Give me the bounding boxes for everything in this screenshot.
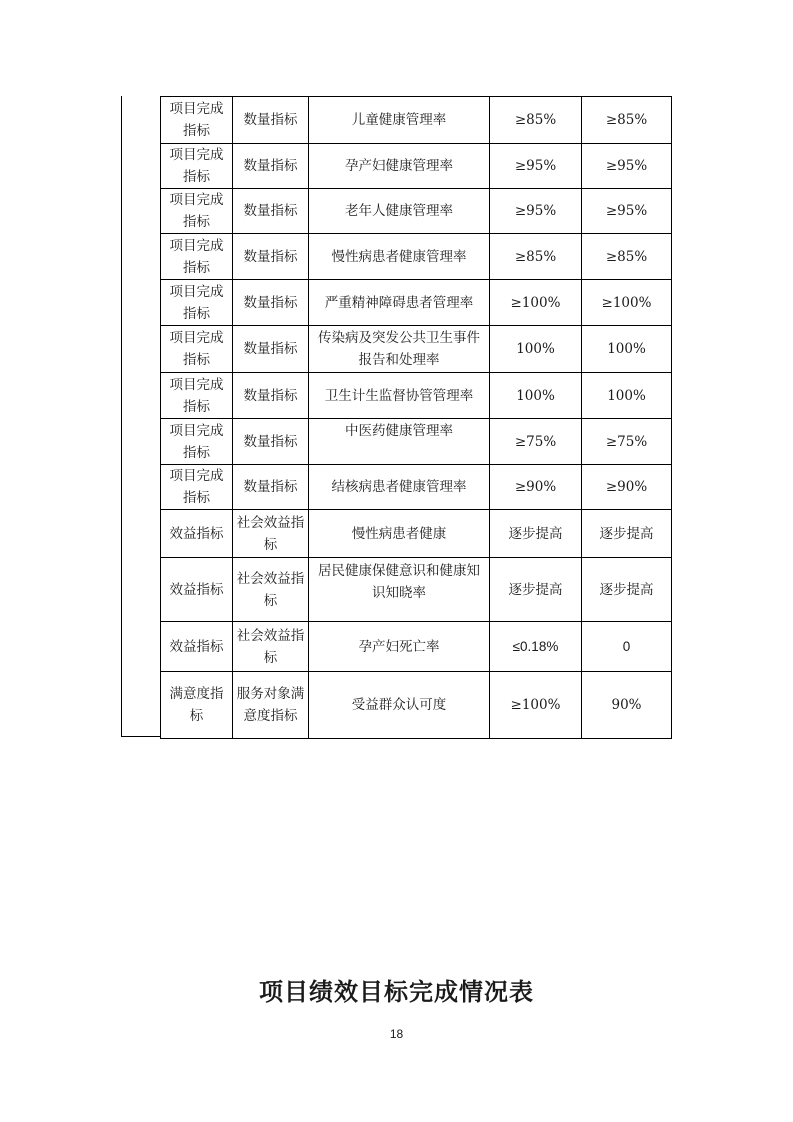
table-row: [161, 419, 672, 465]
target-value-cell: ≥85%: [490, 234, 582, 280]
level3-indicator-cell: 结核病患者健康管理率: [309, 465, 490, 510]
level3-indicator-cell: 中医药健康管理率: [309, 419, 490, 465]
level3-indicator-cell: 慢性病患者健康: [309, 510, 490, 558]
actual-value-cell: 100%: [582, 373, 672, 419]
target-value-cell: 逐步提高: [490, 558, 582, 622]
target-value-cell: ≥90%: [490, 465, 582, 510]
table-row: [161, 465, 672, 510]
target-value-cell: ≥100%: [490, 672, 582, 739]
level3-indicator-cell: 老年人健康管理率: [309, 189, 490, 234]
outer-column-bottom-border: [121, 736, 161, 737]
level1-indicator-cell: 项目完成指标: [161, 465, 233, 510]
level1-indicator-cell: 项目完成指标: [161, 97, 233, 144]
level1-indicator-cell: 项目完成指标: [161, 419, 233, 465]
level3-indicator-cell: 儿童健康管理率: [309, 97, 490, 144]
level3-indicator-cell: 孕产妇健康管理率: [309, 144, 490, 189]
actual-value-cell: 逐步提高: [582, 510, 672, 558]
level2-indicator-cell: 数量指标: [233, 234, 309, 280]
level1-indicator-cell: 项目完成指标: [161, 280, 233, 326]
table-row: [161, 373, 672, 419]
actual-value-cell: ≥75%: [582, 419, 672, 465]
actual-value-cell: ≥85%: [582, 234, 672, 280]
outer-column-left-border: [121, 96, 122, 737]
level2-indicator-cell: 数量指标: [233, 144, 309, 189]
actual-value-cell: 90%: [582, 672, 672, 739]
level2-indicator-cell: 社会效益指标: [233, 510, 309, 558]
actual-value-cell: 0: [582, 622, 672, 672]
level3-indicator-cell: 孕产妇死亡率: [309, 622, 490, 672]
level3-indicator-cell: 居民健康保健意识和健康知识知晓率: [309, 558, 490, 622]
target-value-cell: 100%: [490, 373, 582, 419]
target-value-cell: ≥95%: [490, 144, 582, 189]
table-row: [161, 280, 672, 326]
table-row: [161, 97, 672, 144]
level2-indicator-cell: 数量指标: [233, 97, 309, 144]
level1-indicator-cell: 效益指标: [161, 622, 233, 672]
target-value-cell: 100%: [490, 326, 582, 373]
table-row: [161, 189, 672, 234]
target-value-cell: 逐步提高: [490, 510, 582, 558]
level3-indicator-cell: 慢性病患者健康管理率: [309, 234, 490, 280]
actual-value-cell: 100%: [582, 326, 672, 373]
page-number: 18: [389, 1027, 404, 1041]
actual-value-cell: ≥85%: [582, 97, 672, 144]
level2-indicator-cell: 数量指标: [233, 326, 309, 373]
level1-indicator-cell: 项目完成指标: [161, 326, 233, 373]
performance-indicator-table: [160, 96, 672, 739]
table-row: [161, 622, 672, 672]
table-row: [161, 144, 672, 189]
level1-indicator-cell: 项目完成指标: [161, 373, 233, 419]
level1-indicator-cell: 效益指标: [161, 510, 233, 558]
level1-indicator-cell: 项目完成指标: [161, 234, 233, 280]
target-value-cell: ≥100%: [490, 280, 582, 326]
level2-indicator-cell: 数量指标: [233, 373, 309, 419]
level1-indicator-cell: 项目完成指标: [161, 144, 233, 189]
level1-indicator-cell: 满意度指标: [161, 672, 233, 739]
target-value-cell: ≥75%: [490, 419, 582, 465]
level3-indicator-cell: 受益群众认可度: [309, 672, 490, 739]
table-row: [161, 510, 672, 558]
target-value-cell: ≤0.18%: [490, 622, 582, 672]
level2-indicator-cell: 数量指标: [233, 419, 309, 465]
target-value-cell: ≥95%: [490, 189, 582, 234]
target-value-cell: ≥85%: [490, 97, 582, 144]
level1-indicator-cell: 效益指标: [161, 558, 233, 622]
actual-value-cell: ≥95%: [582, 144, 672, 189]
actual-value-cell: ≥90%: [582, 465, 672, 510]
level2-indicator-cell: 数量指标: [233, 280, 309, 326]
document-title: 项目绩效目标完成情况表: [259, 978, 534, 1006]
table-row: [161, 672, 672, 739]
level1-indicator-cell: 项目完成指标: [161, 189, 233, 234]
actual-value-cell: 逐步提高: [582, 558, 672, 622]
table-row: [161, 234, 672, 280]
actual-value-cell: ≥100%: [582, 280, 672, 326]
level3-indicator-cell: 卫生计生监督协管管理率: [309, 373, 490, 419]
level2-indicator-cell: 社会效益指标: [233, 622, 309, 672]
table-row: [161, 558, 672, 622]
level2-indicator-cell: 数量指标: [233, 465, 309, 510]
actual-value-cell: ≥95%: [582, 189, 672, 234]
level3-indicator-cell: 传染病及突发公共卫生事件报告和处理率: [309, 326, 490, 373]
level2-indicator-cell: 社会效益指标: [233, 558, 309, 622]
level3-indicator-cell: 严重精神障碍患者管理率: [309, 280, 490, 326]
level2-indicator-cell: 服务对象满意度指标: [233, 672, 309, 739]
table-row: [161, 326, 672, 373]
level2-indicator-cell: 数量指标: [233, 189, 309, 234]
